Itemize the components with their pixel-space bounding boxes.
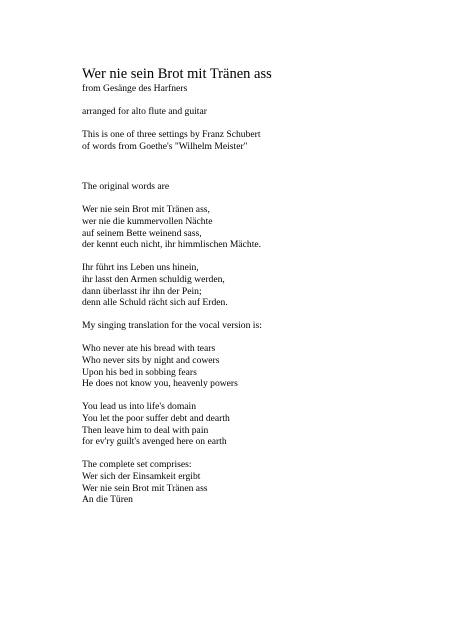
translation-line: Who never sits by night and cowers [82,355,220,367]
verse-line: wer nie die kummervollen Nächte [82,215,213,227]
verse-line: Ihr führt ins Leben uns hinein, [82,262,199,274]
set-item: Wer sich der Einsamkeit ergibt [82,471,201,482]
set-heading: The complete set comprises: [82,459,192,471]
translation-line: He does not know you, heavenly powers [82,378,238,390]
verse-line: ihr lasst den Armen schuldig werden, [82,273,225,285]
set-item: An die Türen [82,494,133,506]
original-heading: The original words are [82,181,170,193]
intro-line: of words from Goethe's "Wilhelm Meister" [82,140,248,152]
spacer [82,448,422,460]
intro-line: This is one of three settings by Franz Schubert [82,129,261,141]
verse-line: denn alle Schuld rächt sich auf Erden. [82,297,228,309]
verse-line: dann überlasst ihr ihn der Pein; [82,285,202,297]
verse-line: der kennt euch nicht, ihr himmlischen Mächte. [82,239,262,251]
translation-line: You let the poor suffer debt and dearth [82,413,230,425]
spacer [82,251,422,263]
arrangement-note: arranged for alto flute and guitar [82,106,207,118]
spacer [82,153,422,170]
document-subtitle: from Gesänge des Harfners [82,83,188,94]
verse-line: auf seinem Bette weinend sass, [82,227,202,239]
translation-line: Upon his bed in sobbing fears [82,366,197,378]
spacer [82,332,422,344]
translation-line: Then leave him to deal with pain [82,424,209,436]
spacer [82,118,422,130]
spacer [82,390,422,402]
document-title: Wer nie sein Brot mit Tränen ass [82,66,272,82]
translation-line: Who never ate his bread with tears [82,343,216,355]
spacer [82,193,422,205]
document-page [82,66,422,506]
translation-heading: My singing translation for the vocal version is: [82,320,262,332]
translation-line: for ev'ry guilt's avenged here on earth [82,436,227,448]
spacer [82,309,422,321]
translation-line: You lead us into life's domain [82,401,197,413]
spacer [82,95,422,107]
verse-line: Wer nie sein Brot mit Tränen ass, [82,204,210,216]
spacer [82,170,422,182]
set-item: Wer nie sein Brot mit Tränen ass [82,482,208,494]
